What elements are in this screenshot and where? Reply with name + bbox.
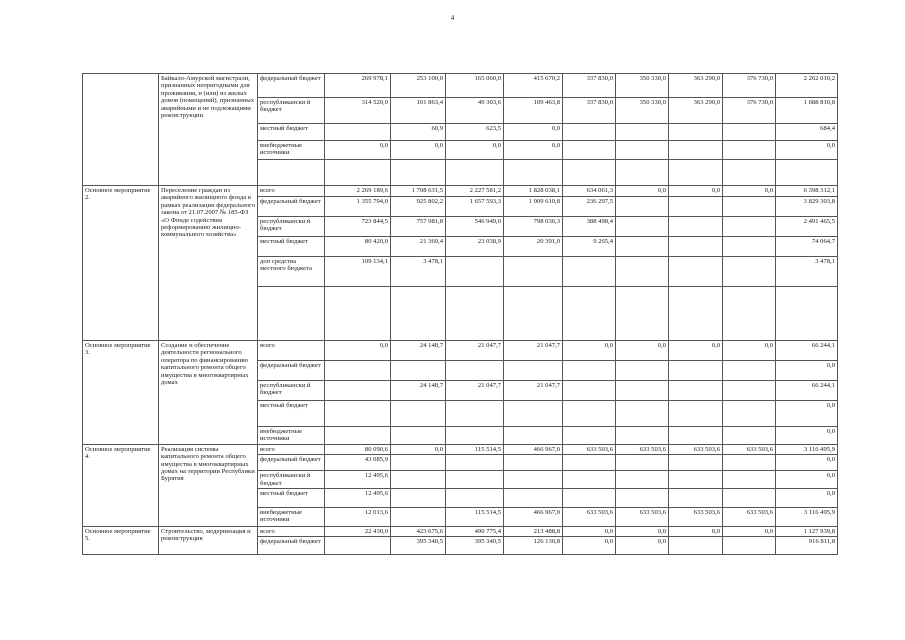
funding-source: федеральный бюджет xyxy=(258,361,325,381)
value-cell: 633 503,6 xyxy=(669,444,723,454)
measure-description: Строительство, модернизация и реконструкция xyxy=(159,527,258,555)
value-cell xyxy=(563,455,616,471)
value-cell: 363 290,0 xyxy=(669,98,723,124)
value-cell: 165 060,0 xyxy=(446,74,504,98)
measure-name: Основное мероприятие 4. xyxy=(83,444,159,526)
value-cell xyxy=(391,455,446,471)
value-cell xyxy=(669,124,723,141)
value-cell xyxy=(669,471,723,489)
value-cell: 115 514,5 xyxy=(446,508,504,527)
value-cell xyxy=(616,197,669,217)
value-cell: 0,0 xyxy=(776,471,838,489)
value-cell: 0,0 xyxy=(325,141,391,160)
value-cell xyxy=(723,455,776,471)
value-cell: 916 811,8 xyxy=(776,537,838,555)
funding-source: внебюджетные источники xyxy=(258,508,325,527)
value-cell: 423 675,6 xyxy=(391,527,446,537)
value-cell xyxy=(563,381,616,401)
empty-cell xyxy=(325,160,391,186)
funding-source: федеральный бюджет xyxy=(258,74,325,98)
value-cell: 0,0 xyxy=(391,444,446,454)
value-cell xyxy=(446,257,504,287)
measure-description: Переселение граждан из аварийного жилищного фонда в рамках реализации федерального закона от 21.07.2007 № 185-ФЗ «О Фонде содействия реформированию жилищно-коммунального хозяйства» xyxy=(159,186,258,341)
value-cell xyxy=(391,401,446,427)
value-cell: 24 148,7 xyxy=(391,381,446,401)
value-cell xyxy=(563,401,616,427)
value-cell xyxy=(504,401,563,427)
value-cell: 466 967,0 xyxy=(504,444,563,454)
value-cell xyxy=(325,401,391,427)
value-cell xyxy=(446,427,504,445)
value-cell: 66 244,1 xyxy=(776,381,838,401)
empty-cell xyxy=(258,287,325,341)
value-cell: 24 148,7 xyxy=(391,341,446,361)
value-cell: 634 061,3 xyxy=(563,186,616,197)
value-cell: 0,0 xyxy=(669,527,723,537)
value-cell: 0,0 xyxy=(776,401,838,427)
value-cell: 757 981,8 xyxy=(391,217,446,237)
value-cell: 684,4 xyxy=(776,124,838,141)
value-cell: 21 047,7 xyxy=(504,341,563,361)
funding-source: федеральный бюджет xyxy=(258,197,325,217)
empty-cell xyxy=(325,287,391,341)
value-cell: 633 503,6 xyxy=(723,444,776,454)
value-cell: 798 036,3 xyxy=(504,217,563,237)
funding-source: местный бюджет xyxy=(258,401,325,427)
value-cell: 466 967,0 xyxy=(504,508,563,527)
value-cell: 0,0 xyxy=(504,124,563,141)
value-cell xyxy=(669,237,723,257)
funding-source: внебюджетные источники xyxy=(258,141,325,160)
value-cell: 0,0 xyxy=(616,537,669,555)
value-cell: 43 085,9 xyxy=(325,455,391,471)
value-cell xyxy=(616,455,669,471)
value-cell: 633 503,6 xyxy=(616,508,669,527)
measure-description: Реализация системы капитального ремонта общего имущества в многоквартирных домах на территории Республики Бурятия xyxy=(159,444,258,526)
table-row xyxy=(83,444,838,454)
value-cell: 0,0 xyxy=(776,455,838,471)
value-cell: 2 491 465,5 xyxy=(776,217,838,237)
empty-cell xyxy=(669,287,723,341)
value-cell xyxy=(616,237,669,257)
value-cell xyxy=(669,361,723,381)
value-cell: 0,0 xyxy=(723,186,776,197)
value-cell: 2 227 581,2 xyxy=(446,186,504,197)
value-cell: 213 488,8 xyxy=(504,527,563,537)
value-cell: 12 495,6 xyxy=(325,471,391,489)
value-cell: 337 830,0 xyxy=(563,98,616,124)
value-cell: 109 463,8 xyxy=(504,98,563,124)
value-cell xyxy=(669,141,723,160)
value-cell xyxy=(669,427,723,445)
value-cell: 0,0 xyxy=(563,341,616,361)
value-cell: 363 290,0 xyxy=(669,74,723,98)
funding-source: всего xyxy=(258,444,325,454)
value-cell xyxy=(616,257,669,287)
value-cell xyxy=(325,427,391,445)
value-cell: 0,0 xyxy=(391,141,446,160)
value-cell: 80 420,0 xyxy=(325,237,391,257)
value-cell: 0,0 xyxy=(723,527,776,537)
value-cell: 633 503,6 xyxy=(563,508,616,527)
empty-cell xyxy=(446,287,504,341)
funding-source: местный бюджет xyxy=(258,237,325,257)
empty-cell xyxy=(391,287,446,341)
value-cell: 74 064,7 xyxy=(776,237,838,257)
value-cell: 337 830,0 xyxy=(563,74,616,98)
value-cell xyxy=(563,361,616,381)
value-cell: 21 047,7 xyxy=(446,341,504,361)
value-cell: 21 047,7 xyxy=(446,381,504,401)
value-cell xyxy=(504,455,563,471)
value-cell xyxy=(391,489,446,508)
funding-source: всего xyxy=(258,527,325,537)
page-number: 4 xyxy=(450,14,455,22)
value-cell: 21 369,4 xyxy=(391,237,446,257)
value-cell: 3 116 495,9 xyxy=(776,508,838,527)
value-cell: 22 430,0 xyxy=(325,527,391,537)
empty-cell xyxy=(616,287,669,341)
value-cell: 546 949,0 xyxy=(446,217,504,237)
value-cell xyxy=(325,361,391,381)
value-cell: 376 730,0 xyxy=(723,98,776,124)
value-cell: 1 688 810,8 xyxy=(776,98,838,124)
value-cell xyxy=(723,427,776,445)
value-cell: 0,0 xyxy=(563,527,616,537)
value-cell: 0,0 xyxy=(446,141,504,160)
value-cell xyxy=(391,471,446,489)
value-cell: 23 038,9 xyxy=(446,237,504,257)
value-cell xyxy=(325,537,391,555)
funding-source: местный бюджет xyxy=(258,124,325,141)
value-cell: 1 009 610,8 xyxy=(504,197,563,217)
empty-cell xyxy=(776,287,838,341)
funding-source: всего xyxy=(258,341,325,361)
value-cell: 3 478,1 xyxy=(391,257,446,287)
value-cell xyxy=(563,489,616,508)
value-cell xyxy=(723,257,776,287)
table-body xyxy=(83,74,838,555)
value-cell xyxy=(504,427,563,445)
funding-source: местный бюджет xyxy=(258,489,325,508)
value-cell: 0,0 xyxy=(563,537,616,555)
funding-source: всего xyxy=(258,186,325,197)
value-cell: 925 802,2 xyxy=(391,197,446,217)
value-cell xyxy=(616,401,669,427)
value-cell: 1 708 631,5 xyxy=(391,186,446,197)
value-cell xyxy=(669,197,723,217)
value-cell: 0,0 xyxy=(776,361,838,381)
value-cell: 6 398 312,1 xyxy=(776,186,838,197)
value-cell: 1 828 038,1 xyxy=(504,186,563,197)
value-cell xyxy=(563,141,616,160)
value-cell xyxy=(723,141,776,160)
value-cell xyxy=(616,489,669,508)
value-cell: 633 503,6 xyxy=(616,444,669,454)
empty-cell xyxy=(669,160,723,186)
value-cell: 1 355 794,0 xyxy=(325,197,391,217)
value-cell xyxy=(391,361,446,381)
value-cell: 1 127 939,8 xyxy=(776,527,838,537)
funding-source: федеральный бюджет xyxy=(258,455,325,471)
value-cell xyxy=(723,471,776,489)
value-cell: 395 340,5 xyxy=(391,537,446,555)
funding-source: республикански й бюджет xyxy=(258,98,325,124)
value-cell xyxy=(616,217,669,237)
value-cell: 3 829 303,8 xyxy=(776,197,838,217)
value-cell xyxy=(325,381,391,401)
value-cell xyxy=(669,537,723,555)
value-cell: 101 863,4 xyxy=(391,98,446,124)
value-cell xyxy=(563,124,616,141)
value-cell: 3 116 495,9 xyxy=(776,444,838,454)
table-row xyxy=(83,186,838,197)
funding-source: республикански й бюджет xyxy=(258,381,325,401)
value-cell: 126 130,8 xyxy=(504,537,563,555)
value-cell xyxy=(325,124,391,141)
value-cell: 109 134,1 xyxy=(325,257,391,287)
value-cell xyxy=(446,361,504,381)
funding-source: республикански й бюджет xyxy=(258,217,325,237)
value-cell: 236 297,5 xyxy=(563,197,616,217)
measure-description: Создание и обеспечение деятельности регионального оператора по финансированию капитального ремонта общего имущества в многоквартирных домах xyxy=(159,341,258,445)
value-cell xyxy=(723,401,776,427)
value-cell xyxy=(504,489,563,508)
value-cell: 0,0 xyxy=(776,489,838,508)
value-cell xyxy=(616,381,669,401)
value-cell xyxy=(669,489,723,508)
value-cell xyxy=(616,141,669,160)
value-cell: 80 090,6 xyxy=(325,444,391,454)
measure-name xyxy=(83,74,159,186)
empty-cell xyxy=(504,287,563,341)
value-cell: 115 514,5 xyxy=(446,444,504,454)
value-cell xyxy=(563,427,616,445)
value-cell xyxy=(391,508,446,527)
value-cell: 2 269 189,6 xyxy=(325,186,391,197)
value-cell: 12 495,6 xyxy=(325,489,391,508)
value-cell xyxy=(723,361,776,381)
value-cell: 388 498,4 xyxy=(563,217,616,237)
funding-source: доп средства местного бюджета xyxy=(258,257,325,287)
value-cell: 350 330,0 xyxy=(616,98,669,124)
empty-cell xyxy=(563,287,616,341)
value-cell: 376 730,0 xyxy=(723,74,776,98)
value-cell xyxy=(669,381,723,401)
empty-cell xyxy=(258,160,325,186)
value-cell: 0,0 xyxy=(669,341,723,361)
value-cell xyxy=(723,381,776,401)
value-cell: 1 657 593,3 xyxy=(446,197,504,217)
measure-description: Байкало-Амурской магистрали, признанных непригодными для проживания, и (или) из жилых домов (помещений), признанных аварийными и не подлежащими реконструкции xyxy=(159,74,258,186)
value-cell: 395 340,5 xyxy=(446,537,504,555)
value-cell xyxy=(504,361,563,381)
empty-cell xyxy=(504,160,563,186)
value-cell xyxy=(391,427,446,445)
value-cell xyxy=(669,257,723,287)
value-cell xyxy=(723,489,776,508)
value-cell: 490 775,4 xyxy=(446,527,504,537)
empty-cell xyxy=(563,160,616,186)
value-cell: 415 670,2 xyxy=(504,74,563,98)
value-cell: 0,0 xyxy=(776,141,838,160)
value-cell: 12 013,6 xyxy=(325,508,391,527)
value-cell xyxy=(723,197,776,217)
value-cell: 21 047,7 xyxy=(504,381,563,401)
value-cell xyxy=(723,537,776,555)
value-cell xyxy=(504,471,563,489)
value-cell: 0,0 xyxy=(616,527,669,537)
value-cell xyxy=(669,217,723,237)
value-cell xyxy=(446,401,504,427)
value-cell: 20 391,0 xyxy=(504,237,563,257)
value-cell: 633 503,6 xyxy=(723,508,776,527)
empty-cell xyxy=(723,287,776,341)
value-cell: 0,0 xyxy=(616,341,669,361)
value-cell: 60,9 xyxy=(391,124,446,141)
empty-cell xyxy=(391,160,446,186)
table-row xyxy=(83,341,838,361)
value-cell: 66 244,1 xyxy=(776,341,838,361)
value-cell xyxy=(446,489,504,508)
funding-source: федеральный бюджет xyxy=(258,537,325,555)
value-cell: 0,0 xyxy=(669,186,723,197)
value-cell: 623,5 xyxy=(446,124,504,141)
empty-cell xyxy=(616,160,669,186)
value-cell: 9 265,4 xyxy=(563,237,616,257)
value-cell: 49 303,6 xyxy=(446,98,504,124)
value-cell: 0,0 xyxy=(504,141,563,160)
value-cell xyxy=(504,257,563,287)
value-cell: 2 262 010,2 xyxy=(776,74,838,98)
funding-source: внебюджетные источники xyxy=(258,427,325,445)
value-cell xyxy=(616,427,669,445)
value-cell: 0,0 xyxy=(723,341,776,361)
measure-name: Основное мероприятие 2. xyxy=(83,186,159,341)
value-cell: 314 520,0 xyxy=(325,98,391,124)
value-cell: 0,0 xyxy=(616,186,669,197)
empty-cell xyxy=(723,160,776,186)
value-cell xyxy=(669,455,723,471)
value-cell: 350 330,0 xyxy=(616,74,669,98)
value-cell xyxy=(446,455,504,471)
value-cell xyxy=(669,401,723,427)
value-cell xyxy=(563,257,616,287)
value-cell: 0,0 xyxy=(325,341,391,361)
table-row xyxy=(83,527,838,537)
measure-name: Основное мероприятие 3. xyxy=(83,341,159,445)
empty-cell xyxy=(776,160,838,186)
funding-source: республикански й бюджет xyxy=(258,471,325,489)
value-cell: 253 100,0 xyxy=(391,74,446,98)
value-cell xyxy=(446,471,504,489)
value-cell: 269 978,1 xyxy=(325,74,391,98)
value-cell: 0,0 xyxy=(776,427,838,445)
table-row xyxy=(83,74,838,98)
value-cell xyxy=(616,361,669,381)
empty-cell xyxy=(446,160,504,186)
value-cell xyxy=(616,124,669,141)
measure-name: Основное мероприятие 5. xyxy=(83,527,159,555)
value-cell xyxy=(723,217,776,237)
value-cell xyxy=(723,124,776,141)
value-cell xyxy=(616,471,669,489)
value-cell: 633 503,6 xyxy=(563,444,616,454)
value-cell: 723 844,5 xyxy=(325,217,391,237)
budget-table xyxy=(82,73,838,555)
value-cell xyxy=(723,237,776,257)
value-cell xyxy=(563,471,616,489)
value-cell: 633 503,6 xyxy=(669,508,723,527)
value-cell: 3 478,1 xyxy=(776,257,838,287)
